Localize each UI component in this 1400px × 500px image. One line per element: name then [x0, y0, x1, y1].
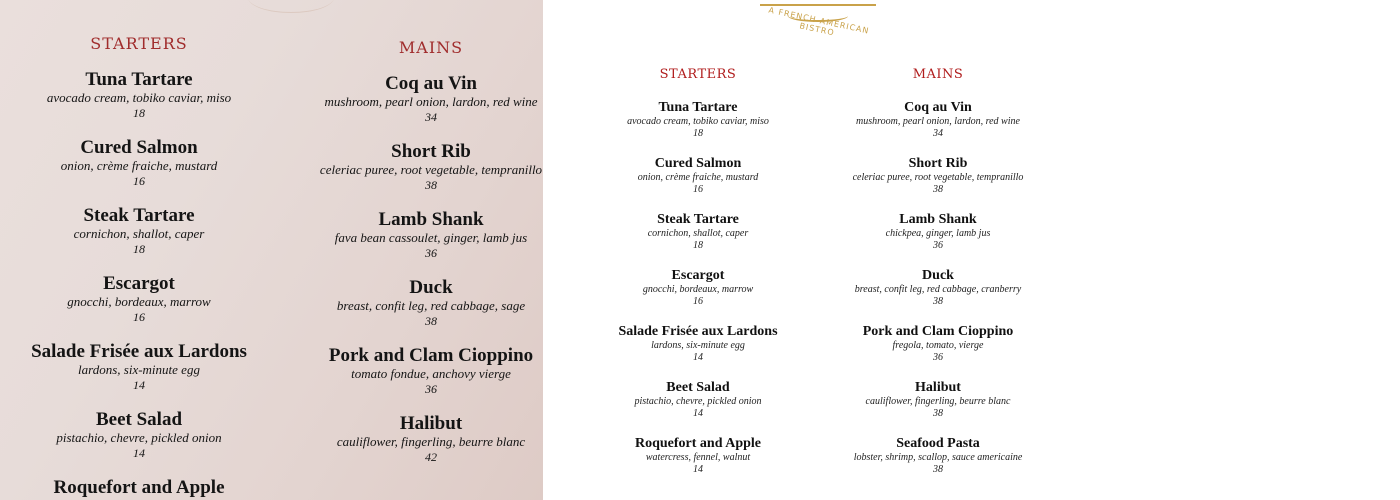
photo-menu-item: [300, 142, 543, 210]
item-name: Duck: [922, 268, 954, 283]
item-price: 18: [693, 240, 703, 251]
item-name: Halibut: [915, 380, 961, 395]
item-description: mushroom, pearl onion, lardon, red wine: [856, 116, 1020, 127]
item-description: breast, confit leg, red cabbage, cranberry: [854, 284, 1022, 295]
item-price: 38: [933, 296, 943, 307]
photo-menu-item: [8, 70, 270, 138]
item-name: Cured Salmon: [654, 156, 742, 171]
menu-item: [603, 324, 793, 380]
item-description: chickpea, ginger, lamb jus: [885, 228, 991, 239]
item-name: Pork and Clam Cioppino: [328, 345, 534, 366]
item-description: lobster, shrimp, scallop, sauce americaine: [853, 452, 1023, 463]
item-price: 18: [133, 106, 145, 120]
item-description: onion, crème fraiche, mustard: [637, 172, 759, 183]
bistro-logo: [758, 0, 878, 46]
item-price: 38: [933, 464, 943, 475]
photo-menu-item: [8, 138, 270, 206]
item-price: 36: [933, 352, 943, 363]
photo-menu-item: [8, 478, 270, 500]
menu-item: [603, 156, 793, 212]
item-name: Roquefort and Apple: [634, 436, 762, 451]
menu-item: [603, 212, 793, 268]
item-name: Tuna Tartare: [658, 100, 738, 115]
item-description: celeriac puree, root vegetable, tempranillo: [852, 172, 1024, 183]
menu-digital: [543, 0, 1400, 500]
item-description: cornichon, shallot, caper: [73, 226, 205, 241]
item-description: cauliflower, fingerling, beurre blanc: [336, 434, 526, 449]
starters-column: [603, 67, 793, 492]
item-name: Halibut: [399, 413, 463, 434]
item-price: 16: [693, 296, 703, 307]
photo-menu-item: [300, 414, 543, 482]
menu-item: [603, 436, 793, 492]
item-price: 38: [425, 178, 437, 192]
photo-menu-item: [8, 274, 270, 342]
item-description: avocado cream, tobiko caviar, miso: [46, 90, 232, 105]
faded-logo: [248, 0, 334, 13]
photo-mains-heading: MAINS: [398, 38, 464, 57]
item-name: Salade Frisée aux Lardons: [618, 324, 778, 339]
photo-menu-item: [8, 206, 270, 274]
menu-item: [843, 156, 1033, 212]
item-name: Steak Tartare: [657, 212, 739, 227]
item-description: cornichon, shallot, caper: [647, 228, 749, 239]
mains-column: [843, 67, 1033, 492]
item-name: Coq au Vin: [904, 100, 972, 115]
item-name: Escargot: [103, 273, 175, 294]
item-name: Salade Frisée aux Lardons: [31, 341, 247, 362]
photo-starters-heading: STARTERS: [90, 34, 188, 53]
item-price: 16: [133, 310, 145, 324]
item-price: 36: [933, 240, 943, 251]
item-name: Beet Salad: [95, 409, 183, 430]
item-name: Roquefort and Apple: [53, 477, 225, 498]
logo-tagline: A FRENCH AMERICAN BISTRO: [767, 5, 871, 38]
item-description: breast, confit leg, red cabbage, sage: [336, 298, 526, 313]
photo-menu-item: [300, 278, 543, 346]
item-description: fregola, tomato, vierge: [892, 340, 984, 351]
item-name: Cured Salmon: [80, 137, 198, 158]
menu-item: [843, 212, 1033, 268]
item-name: Tuna Tartare: [85, 69, 193, 90]
item-price: 34: [933, 128, 943, 139]
item-name: Escargot: [671, 268, 725, 283]
item-description: fava bean cassoulet, ginger, lamb jus: [334, 230, 528, 245]
item-description: lardons, six-minute egg: [78, 362, 200, 377]
item-description: pistachio, chevre, pickled onion: [634, 396, 762, 407]
logo-bar: [760, 4, 876, 6]
item-price: 34: [425, 110, 437, 124]
photo-menu-item: [8, 342, 270, 410]
photo-menu-item: [300, 74, 543, 142]
item-price: 18: [133, 242, 145, 256]
menu-item: [603, 380, 793, 436]
mains-heading: MAINS: [912, 67, 964, 82]
item-price: 14: [133, 378, 145, 392]
menu-photo: [0, 0, 543, 500]
item-name: Steak Tartare: [83, 205, 195, 226]
item-price: 14: [693, 352, 703, 363]
menu-item: [843, 268, 1033, 324]
photo-mains-column: [300, 38, 543, 482]
item-price: 14: [693, 464, 703, 475]
menu-item: [603, 100, 793, 156]
menu-item: [843, 324, 1033, 380]
menu-item: [843, 100, 1033, 156]
item-name: Seafood Pasta: [896, 436, 980, 451]
starters-heading: STARTERS: [659, 67, 737, 82]
item-price: 42: [425, 450, 437, 464]
item-description: gnocchi, bordeaux, marrow: [642, 284, 754, 295]
item-name: Pork and Clam Cioppino: [862, 324, 1014, 339]
item-description: tomato fondue, anchovy vierge: [351, 366, 511, 381]
item-name: Beet Salad: [666, 380, 730, 395]
item-description: watercress, fennel, walnut: [645, 452, 751, 463]
item-name: Lamb Shank: [899, 212, 977, 227]
menu-item: [843, 380, 1033, 436]
item-price: 14: [133, 446, 145, 460]
item-name: Short Rib: [391, 141, 471, 162]
item-description: lardons, six-minute egg: [651, 340, 745, 351]
item-price: 36: [425, 382, 437, 396]
menu-item: [603, 268, 793, 324]
item-price: 14: [693, 408, 703, 419]
item-description: gnocchi, bordeaux, marrow: [67, 294, 211, 309]
photo-menu-item: [300, 346, 543, 414]
item-name: Lamb Shank: [378, 209, 484, 230]
item-price: 16: [693, 184, 703, 195]
item-price: 38: [425, 314, 437, 328]
item-description: celeriac puree, root vegetable, tempranillo: [319, 162, 543, 177]
item-description: onion, crème fraiche, mustard: [60, 158, 218, 173]
item-description: cauliflower, fingerling, beurre blanc: [865, 396, 1011, 407]
photo-menu-item: [300, 210, 543, 278]
item-price: 38: [933, 184, 943, 195]
item-description: pistachio, chevre, pickled onion: [56, 430, 222, 445]
photo-menu-item: [8, 410, 270, 478]
item-description: avocado cream, tobiko caviar, miso: [627, 116, 769, 127]
menu-item: [843, 436, 1033, 492]
item-name: Coq au Vin: [385, 73, 477, 94]
item-name: Short Rib: [908, 156, 968, 171]
item-name: Duck: [409, 277, 453, 298]
item-price: 16: [133, 174, 145, 188]
item-price: 36: [425, 246, 437, 260]
photo-starters-column: [8, 34, 270, 500]
item-price: 38: [933, 408, 943, 419]
item-price: 18: [693, 128, 703, 139]
item-description: mushroom, pearl onion, lardon, red wine: [324, 94, 538, 109]
